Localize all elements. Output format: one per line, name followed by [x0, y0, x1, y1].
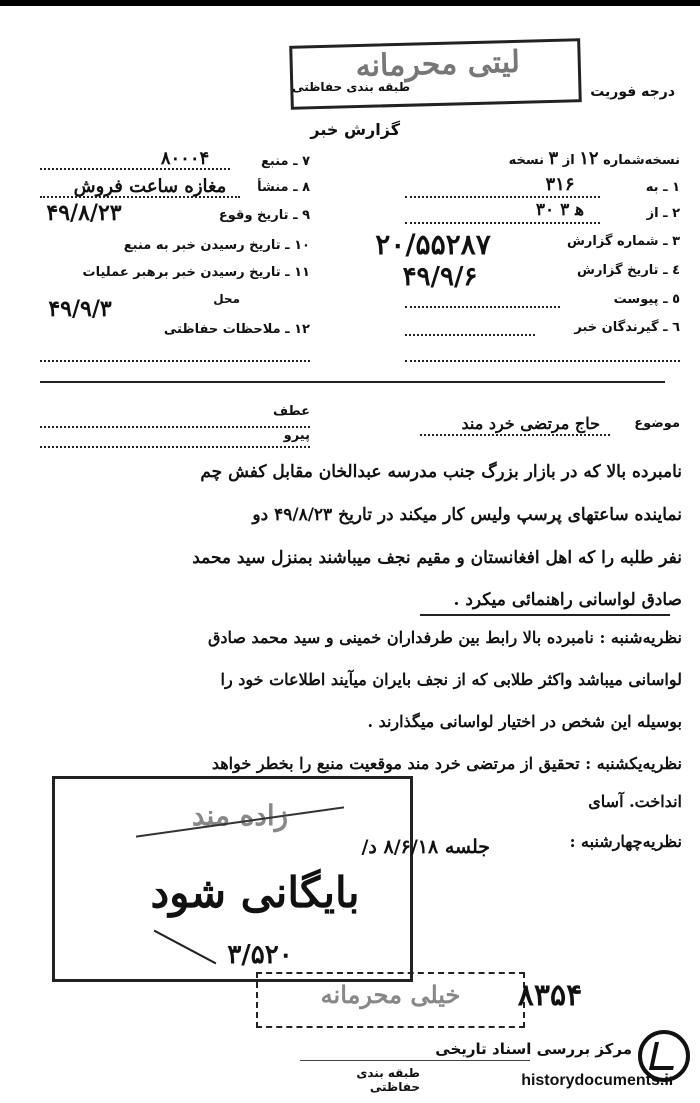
watermark-org-name: مرکز بررسی اسناد تاریخی — [435, 1040, 632, 1058]
follow-dots — [40, 446, 310, 448]
partial-stamp-text: خیلی محرمانه — [320, 980, 461, 1009]
archive-number: ۳/۵۲۰ — [227, 940, 293, 970]
copy-label: نسخه‌شماره — [603, 153, 680, 168]
origin-dots — [40, 196, 240, 198]
report-date-value: ۴۹/۹/۶ — [402, 262, 478, 292]
bottom-classification-stamp — [256, 972, 525, 1028]
recipients-label: ٦ ـ گیرندگان خبر — [574, 320, 680, 335]
body-line-8: نظریه‌یکشنبه : تحقیق از مرتضی خرد مند موقعیت منبع را بخطر خواهد — [211, 754, 682, 773]
source-value: ۸۰۰۰۴ — [160, 148, 210, 169]
from-dots — [405, 222, 600, 224]
copy-total: ۳ — [548, 148, 559, 169]
body-line-2: نماینده ساعتهای پرسپ ولیس کار میکند در تاریخ ۴۹/۸/۲۳ دو — [252, 505, 682, 525]
top-classification-stamp — [289, 38, 582, 110]
attachment-dots — [405, 306, 560, 308]
recipients-dots-2 — [405, 360, 680, 362]
top-stamp-text: لیتی محرمانه — [355, 44, 521, 85]
body-line-10: نظریه‌چهارشنبه : — [569, 832, 682, 851]
source-dots — [40, 168, 230, 170]
to-value: ۳۱۶ — [545, 174, 575, 195]
body-line-5: نظریه‌شنبه : نامبرده بالا رابط بین طرفداران خمینی و سید محمد صادق — [207, 628, 682, 647]
body-line-6: لواسانی میباشد واکثر طلابی که از نجف بایران میآیند اطلاعات خود را — [220, 670, 682, 689]
priority-label: درجه فوریت — [590, 84, 675, 100]
place-label: محل — [213, 292, 240, 306]
watermark-url: historydocuments.ir — [521, 1072, 675, 1089]
event-date-label: ۹ ـ تاریخ وقوع — [218, 208, 310, 223]
to-dots — [405, 196, 600, 198]
to-label: ۱ ـ به — [645, 180, 680, 195]
recv-source-label: ۱۰ ـ تاریخ رسیدن خبر به منبع — [123, 238, 310, 253]
notes-dots — [40, 360, 310, 362]
recv-ops-label: ۱۱ ـ تاریخ رسیدن خبر برهبر عملیات — [82, 265, 310, 280]
copy-of: از — [562, 153, 575, 168]
bottom-divider — [300, 1060, 530, 1061]
subject-label: موضوع — [634, 416, 680, 431]
classification-bottom: طبقه بندی حفاظتی — [356, 1066, 420, 1094]
report-no-value: ۲۰/۵۵۲۸۷ — [375, 228, 491, 261]
copy-suffix: نسخه — [508, 153, 544, 168]
subject-value: حاج مرتضی خرد مند — [461, 414, 600, 433]
ref-label: عطف — [272, 404, 310, 419]
crossed-stamp-text: زاده مند — [191, 799, 289, 832]
classification-top: طبقه بندی حفاظتی — [292, 80, 410, 94]
from-value: ۳۰ ﻫ ۳ — [535, 200, 585, 220]
subject-dots — [420, 434, 610, 436]
header-divider — [40, 381, 665, 383]
report-no-label: ۳ ـ شماره گزارش — [566, 234, 680, 249]
report-date-label: ٤ ـ تاریخ گزارش — [577, 263, 680, 278]
archive-text: بایگانی شود — [150, 868, 360, 917]
handwritten-number: ۸۳۵۴ — [517, 978, 583, 1013]
body-line-1: نامبرده بالا که در بازار بزرگ جنب مدرسه عبدالخان مقابل کفش چم — [200, 462, 682, 482]
scan-edge — [0, 0, 700, 6]
body-line-9: انداخت. آسای — [588, 792, 682, 811]
copy-number-line — [420, 148, 680, 169]
body-line-3: نفر طلبه را که اهل افغانستان و مقیم نجف میباشند بمنزل سید محمد — [192, 548, 682, 568]
source-label: ۷ ـ منبع — [261, 154, 310, 169]
copy-number: ۱۲ — [579, 148, 599, 169]
body-line-4: صادق لواسانی راهنمائی میکرد . — [453, 590, 682, 610]
security-notes-label: ۱۲ ـ ملاحظات حفاظتی — [163, 322, 310, 337]
handwritten-note: جلسه ۸/۶/۱۸ د/ — [361, 836, 490, 858]
recipients-dots-1 — [405, 334, 535, 336]
follow-label: پیرو — [283, 428, 310, 443]
origin-label: ۸ ـ منشأ — [257, 180, 310, 195]
origin-value: مغازه ساعت فروش — [73, 176, 227, 197]
event-date-value: ۴۹/۸/۲۳ — [46, 200, 122, 226]
attachment-label: ٥ ـ پیوست — [613, 292, 680, 307]
report-title: گزارش خبر — [310, 120, 400, 139]
underline-name — [420, 614, 670, 616]
from-label: ۲ ـ از — [646, 206, 680, 221]
recv-ops-value: ۴۹/۹/۳ — [48, 296, 112, 322]
body-line-7: بوسیله این شخص در اختیار لواسانی میگذارند . — [367, 712, 682, 731]
